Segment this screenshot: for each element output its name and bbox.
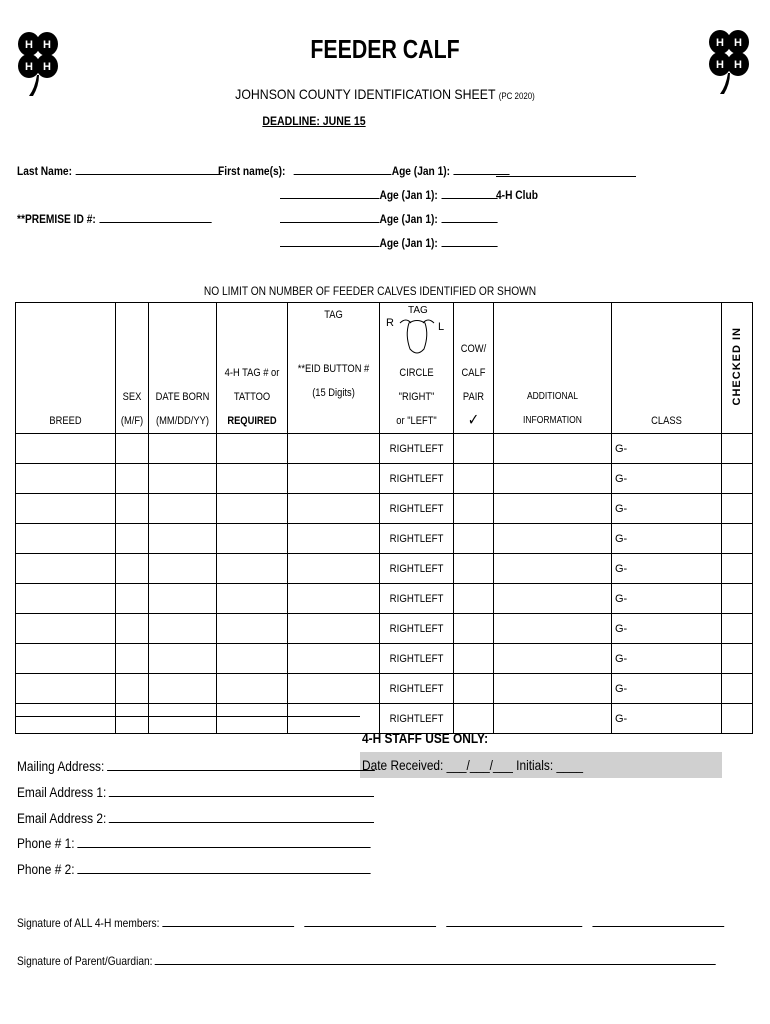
table-row [16, 704, 753, 734]
email1-label: Email Address 1: [17, 784, 107, 800]
staff-heading: 4-H STAFF USE ONLY: [362, 730, 489, 746]
tattoo-header: TATTOO [233, 391, 271, 403]
table-cell[interactable] [454, 524, 494, 554]
table-cell[interactable] [288, 584, 380, 614]
right-option[interactable]: RIGHT [389, 562, 420, 575]
svg-text:H: H [734, 59, 742, 71]
table-cell[interactable] [149, 704, 217, 734]
table-cell[interactable] [116, 704, 149, 734]
svg-text:H: H [25, 39, 33, 51]
class-prefix: G- [615, 472, 628, 485]
svg-text:H: H [25, 61, 33, 73]
table-cell[interactable] [454, 494, 494, 524]
first-name-field[interactable] [218, 164, 510, 178]
left-option[interactable]: LEFT [419, 442, 444, 455]
table-cell[interactable] [217, 584, 288, 614]
table-cell[interactable] [288, 464, 380, 494]
sex-header: SEX [122, 391, 142, 403]
col-tag-tattoo [217, 303, 288, 434]
class-prefix: G- [615, 442, 628, 455]
tag-side-cell[interactable] [380, 644, 454, 674]
class-prefix: G- [615, 622, 628, 635]
left-option[interactable]: LEFT [419, 532, 444, 545]
premise-id-label: **PREMISE ID #: [17, 212, 96, 226]
table-cell[interactable] [454, 554, 494, 584]
left-option[interactable]: LEFT [419, 712, 444, 725]
class-cell[interactable] [612, 434, 722, 464]
table-cell[interactable] [217, 554, 288, 584]
subtitle [46, 86, 724, 102]
table-cell[interactable] [217, 614, 288, 644]
no-limit-note: NO LIMIT ON NUMBER OF FEEDER CALVES IDENTIFIED OR SHOWN [203, 284, 537, 298]
class-cell[interactable] [612, 494, 722, 524]
age-field-2[interactable] [280, 188, 497, 202]
calf-label: CALF [461, 367, 486, 379]
table-cell[interactable] [217, 494, 288, 524]
age-label-2: Age (Jan 1): [379, 188, 438, 202]
calf-table [15, 302, 753, 734]
table-cell[interactable] [116, 674, 149, 704]
date-born-header: DATE BORN [155, 391, 210, 403]
table-cell[interactable] [494, 584, 612, 614]
class-cell[interactable] [612, 464, 722, 494]
table-cell[interactable] [116, 554, 149, 584]
table-row [16, 464, 753, 494]
pair-label: PAIR [462, 391, 485, 403]
tag-side-cell[interactable] [380, 584, 454, 614]
sex-sub: (M/F) [120, 415, 144, 427]
class-prefix: G- [615, 682, 628, 695]
age-field-4[interactable] [280, 236, 497, 250]
class-cell[interactable] [612, 644, 722, 674]
table-cell[interactable] [288, 644, 380, 674]
table-cell[interactable] [722, 524, 753, 554]
table-cell[interactable] [494, 524, 612, 554]
table-cell[interactable] [288, 494, 380, 524]
table-cell[interactable] [494, 704, 612, 734]
eid-tag-label: TAG [324, 309, 343, 321]
4h-clover-logo-right [706, 28, 752, 94]
class-prefix: G- [615, 652, 628, 665]
table-cell[interactable] [722, 704, 753, 734]
subtitle-text: JOHNSON COUNTY IDENTIFICATION SHEET [235, 86, 496, 102]
table-cell[interactable] [116, 524, 149, 554]
table-cell[interactable] [149, 524, 217, 554]
table-cell[interactable] [494, 554, 612, 584]
table-cell[interactable] [722, 584, 753, 614]
table-cell[interactable] [149, 584, 217, 614]
table-cell[interactable] [454, 644, 494, 674]
table-cell[interactable] [16, 644, 116, 674]
circle-label: CIRCLE "RIGHT" [398, 367, 435, 403]
right-option[interactable]: RIGHT [389, 682, 420, 695]
class-prefix: G- [615, 502, 628, 515]
table-cell[interactable] [116, 434, 149, 464]
table-cell[interactable] [454, 584, 494, 614]
email-2-field[interactable] [17, 810, 374, 826]
table-cell[interactable] [494, 434, 612, 464]
class-prefix: G- [615, 532, 628, 545]
table-row [16, 644, 753, 674]
table-cell[interactable] [217, 464, 288, 494]
mailing-label: Mailing Address: [17, 758, 105, 774]
table-cell[interactable] [454, 674, 494, 704]
class-prefix: G- [615, 592, 628, 605]
svg-text:H: H [43, 61, 51, 73]
table-cell[interactable] [116, 644, 149, 674]
right-option[interactable]: RIGHT [389, 502, 420, 515]
col-breed [16, 303, 116, 434]
date-born-sub: (MM/DD/YY) [156, 415, 209, 427]
parent-signature-field[interactable] [17, 954, 716, 968]
club-line[interactable] [496, 176, 636, 177]
right-option[interactable]: RIGHT [389, 532, 420, 545]
table-cell[interactable] [494, 674, 612, 704]
tag-side-label: TAG [408, 305, 428, 316]
phone-2-field[interactable] [17, 861, 370, 877]
tag-side-cell[interactable] [380, 704, 454, 734]
table-cell[interactable] [722, 674, 753, 704]
table-cell[interactable] [288, 614, 380, 644]
table-cell[interactable] [454, 434, 494, 464]
subtitle-note: (PC 2020) [498, 91, 535, 101]
age-label-4: Age (Jan 1): [379, 236, 438, 250]
checkmark-icon: ✓ [467, 412, 480, 429]
premise-id-field[interactable] [17, 212, 211, 226]
calf-head-icon [398, 315, 436, 359]
last-name-label: Last Name: [17, 164, 72, 178]
class-header: CLASS [651, 415, 682, 427]
right-option[interactable]: RIGHT [389, 712, 420, 725]
table-cell[interactable] [149, 674, 217, 704]
table-cell[interactable] [288, 674, 380, 704]
table-cell[interactable] [116, 494, 149, 524]
table-cell[interactable] [288, 524, 380, 554]
table-cell[interactable] [288, 554, 380, 584]
right-marker: R [386, 317, 394, 329]
age-label-3: Age (Jan 1): [379, 212, 438, 226]
col-tag-side [380, 303, 454, 434]
table-cell[interactable] [16, 464, 116, 494]
phone-1-field[interactable] [17, 835, 370, 851]
svg-text:H: H [716, 37, 724, 49]
table-cell[interactable] [288, 704, 380, 734]
or-left-label: or "LEFT" [396, 415, 437, 427]
checked-in-header: CHECKED IN [731, 327, 743, 406]
class-cell[interactable] [612, 584, 722, 614]
club-label: 4-H Club [496, 188, 538, 202]
email-1-field[interactable] [17, 784, 374, 800]
class-cell[interactable] [612, 524, 722, 554]
table-cell[interactable] [116, 464, 149, 494]
table-cell[interactable] [217, 644, 288, 674]
table-cell[interactable] [16, 434, 116, 464]
table-cell[interactable] [116, 614, 149, 644]
table-row [16, 584, 753, 614]
tag-side-cell[interactable] [380, 494, 454, 524]
left-option[interactable]: LEFT [419, 472, 444, 485]
table-cell[interactable] [217, 434, 288, 464]
table-cell[interactable] [149, 644, 217, 674]
table-cell[interactable] [16, 674, 116, 704]
tag-side-cell[interactable] [380, 554, 454, 584]
age-field-3[interactable] [280, 212, 497, 226]
last-name-field[interactable] [17, 164, 222, 178]
tag-side-cell[interactable] [380, 434, 454, 464]
required-label: REQUIRED [227, 415, 277, 427]
class-cell[interactable] [612, 674, 722, 704]
member-signature-label: Signature of ALL 4-H members: [17, 916, 160, 930]
col-additional [494, 303, 612, 434]
table-cell[interactable] [16, 524, 116, 554]
table-cell[interactable] [454, 464, 494, 494]
col-sex [116, 303, 149, 434]
table-cell[interactable] [454, 704, 494, 734]
table-cell[interactable] [217, 674, 288, 704]
tag-side-cell[interactable] [380, 464, 454, 494]
age-label-1: Age (Jan 1): [391, 164, 451, 178]
table-cell[interactable] [149, 434, 217, 464]
left-marker: L [438, 321, 445, 333]
table-cell[interactable] [16, 554, 116, 584]
table-cell[interactable] [722, 644, 753, 674]
col-class [612, 303, 722, 434]
date-received: Date Received: ___/___/___ Initials: ____ [362, 757, 583, 773]
table-cell[interactable] [494, 464, 612, 494]
right-option[interactable]: RIGHT [389, 652, 420, 665]
class-prefix: G- [615, 712, 628, 725]
table-row [16, 554, 753, 584]
table-cell[interactable] [149, 614, 217, 644]
staff-date-row [360, 752, 722, 778]
table-cell[interactable] [16, 584, 116, 614]
email2-label: Email Address 2: [17, 810, 107, 826]
table-cell[interactable] [149, 464, 217, 494]
right-option[interactable]: RIGHT [389, 622, 420, 635]
svg-text:H: H [734, 37, 742, 49]
member-signature-field[interactable] [17, 916, 724, 930]
phone2-label: Phone # 2: [17, 861, 75, 877]
left-option[interactable]: LEFT [419, 682, 444, 695]
svg-text:H: H [716, 59, 724, 71]
page-title: FEEDER CALF [310, 34, 460, 64]
right-option[interactable]: RIGHT [389, 442, 420, 455]
table-cell[interactable] [722, 614, 753, 644]
table-cell[interactable] [454, 614, 494, 644]
table-cell[interactable] [722, 554, 753, 584]
left-option[interactable]: LEFT [419, 502, 444, 515]
table-row [16, 434, 753, 464]
first-name-label: First name(s): [218, 164, 286, 178]
cow-label: COW/ [460, 343, 487, 355]
left-option[interactable]: LEFT [419, 562, 444, 575]
table-cell[interactable] [494, 644, 612, 674]
additional-header: ADDITIONAL INFORMATION [523, 391, 582, 426]
table-cell[interactable] [149, 494, 217, 524]
table-cell[interactable] [288, 434, 380, 464]
right-option[interactable]: RIGHT [389, 472, 420, 485]
table-row [16, 494, 753, 524]
deadline: DEADLINE: JUNE 15 [262, 114, 366, 128]
col-date-born [149, 303, 217, 434]
table-cell[interactable] [722, 464, 753, 494]
class-cell[interactable] [612, 704, 722, 734]
right-option[interactable]: RIGHT [389, 592, 420, 605]
class-cell[interactable] [612, 614, 722, 644]
tag-side-cell[interactable] [380, 614, 454, 644]
table-row [16, 524, 753, 554]
table-cell[interactable] [722, 494, 753, 524]
phone1-label: Phone # 1: [17, 835, 75, 851]
left-option[interactable]: LEFT [419, 652, 444, 665]
left-option[interactable]: LEFT [419, 622, 444, 635]
section-divider [15, 716, 360, 717]
svg-text:H: H [43, 39, 51, 51]
table-row [16, 614, 753, 644]
mailing-address-field[interactable] [17, 758, 375, 774]
class-cell[interactable] [612, 554, 722, 584]
table-cell[interactable] [494, 494, 612, 524]
table-cell[interactable] [16, 704, 116, 734]
table-cell[interactable] [217, 524, 288, 554]
eid-sub: (15 Digits) [312, 387, 355, 399]
tag-tattoo-header: 4-H TAG # or [224, 367, 280, 379]
breed-header: BREED [49, 415, 82, 427]
table-row [16, 674, 753, 704]
col-checked-in [722, 303, 753, 434]
table-cell[interactable] [116, 584, 149, 614]
table-cell[interactable] [149, 554, 217, 584]
tag-side-cell[interactable] [380, 524, 454, 554]
table-cell[interactable] [722, 434, 753, 464]
table-cell[interactable] [494, 614, 612, 644]
eid-header: **EID BUTTON # [297, 363, 370, 375]
class-prefix: G- [615, 562, 628, 575]
table-cell[interactable] [16, 494, 116, 524]
parent-signature-label: Signature of Parent/Guardian: [17, 954, 153, 968]
tag-side-cell[interactable] [380, 674, 454, 704]
left-option[interactable]: LEFT [419, 592, 444, 605]
table-cell[interactable] [217, 704, 288, 734]
col-eid [288, 303, 380, 434]
col-cow-calf [454, 303, 494, 434]
table-cell[interactable] [16, 614, 116, 644]
